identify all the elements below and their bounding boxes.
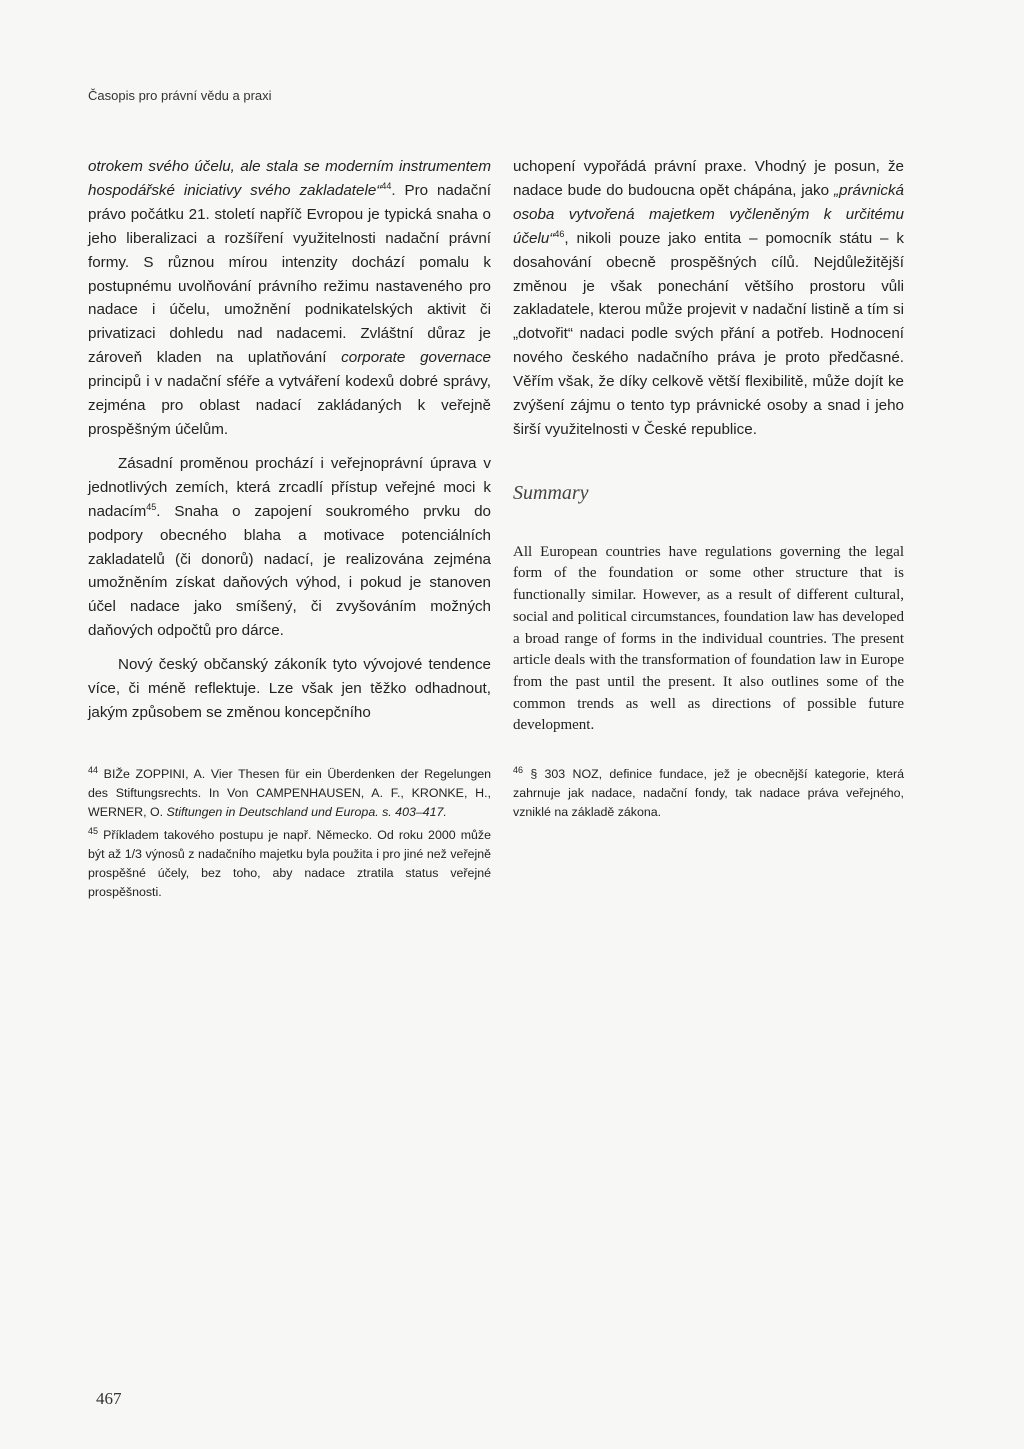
left-column: [88, 155, 491, 902]
summary-text: All European countries have regulations governing the legal form of the foundation or some other structure that is functionally similar. However, as a result of different cultural, social and political circumstances, foundation law has developed a broad range of forms in the individual countries. The present article deals with the transformation of foundation law in Europe from the past until the present. It also outlines some of the common trends as well as directions of possible future development.: [513, 543, 904, 734]
right-column: [513, 155, 904, 822]
summary: [513, 542, 904, 737]
footnote-45: [88, 826, 491, 902]
paragraph: [88, 155, 491, 442]
paragraph: [88, 452, 491, 643]
footnote-italic: Stiftungen in Deutschland und Europa. s. 403–417.: [166, 804, 447, 819]
footnote-text: § 303 NOZ, definice fundace, jež je obecnější kategorie, která zahrnuje jak nadace, nadační fondy, tak nadace práva veřejného, vzniklé na základě zákona.: [513, 767, 904, 820]
footnote-ref[interactable]: 46: [554, 228, 565, 239]
footnotes: [88, 765, 491, 902]
footnote-ref[interactable]: 45: [146, 501, 157, 512]
quote-italic: otrokem svého účelu, ale stala se moderním instrumentem hospodářské iniciativy svého zakladatele“: [88, 158, 491, 199]
term-italic: corporate governace: [341, 349, 491, 367]
summary-heading: Summary: [513, 481, 589, 504]
footnote-number: 44: [88, 764, 99, 775]
paragraph-text: uchopení vypořádá právní praxe. Vhodný je posun, že nadace bude do budoucna opět chápána, jako: [513, 158, 904, 199]
footnote-text: BIŽe ZOPPINI, A. Vier Thesen für ein Überdenken der Regelungen des Stiftungsrechts. In Von CAMPENHAUSEN, A. F., KRONKE, H., WERNER, O.: [88, 766, 491, 819]
paragraph-text: principů i v nadační sféře a vytváření kodexů dobré správy, zejména pro oblast nadací zakládaných k veřejně prospěšným účelům.: [88, 373, 491, 438]
paragraph-text: . Snaha o zapojení soukromého prvku do podpory obecného blaha a motivace potenciálních zakladatelů (či donorů) nadací, je realizována zejména umožněním získat daňových výhod, i pokud je stanoven účel nadace jako smíšený, či zvyšováním možných daňových odpočtů pro dárce.: [88, 502, 491, 640]
footnote-44: [88, 765, 491, 822]
page-number: 467: [96, 1389, 122, 1408]
paragraph: [513, 155, 904, 442]
paragraph-text: , nikoli pouze jako entita – pomocník státu – k dosahování obecně prospěšných cílů. Nejdůležitější změnou je však ponechání většího prostoru vůli zakladatele, kterou může projevit v nadační listině a tím si „dotvořit“ nadaci podle svých přání a potřeb. Hodnocení nového českého nadačního práva je proto předčasné. Věřím však, že díky celkově větší flexibilitě, může dojít ke zvýšení zájmu o tento typ právnické osoby a snad i jeho širší využitelnosti v České republice.: [513, 229, 904, 438]
paragraph: Nový český občanský zákoník tyto vývojové tendence více, či méně reflektuje. Lze však jen těžko odhadnout, jakým způsobem se změnou koncepčního: [88, 656, 491, 721]
footnote-46: [513, 765, 904, 822]
footnote-ref[interactable]: 44: [381, 180, 392, 191]
paragraph-text: . Pro nadační právo počátku 21. století napříč Evropou je typická snaha o jeho liberalizaci a rozšíření využitelnosti nadační právní formy. S různou mírou intenzity dochází pomalu k postupnému uvolňování právního režimu nastaveného pro nadace i účelu, umožnění podnikatelských aktivit či privatizaci dohledu nad nadacemi. Zvláštní důraz je zároveň kladen na uplatňování: [88, 181, 491, 367]
footnote-number: 46: [513, 764, 524, 775]
paragraph-text: Zásadní proměnou prochází i veřejnoprávní úprava v jednotlivých zemích, která zrcadlí přístup veřejné moci k nadacím: [88, 454, 491, 520]
footnote-number: 45: [88, 825, 99, 836]
quote-italic: „právnická osoba vytvořená majetkem vyčleněným k určitému účelu“: [513, 181, 904, 247]
footnote-text: Příkladem takového postupu je např. Německo. Od roku 2000 může být až 1/3 výnosů z nadačního majetku byla použita i pro jiné než veřejně prospěšné účely, bez toho, aby nadace ztratila status veřejné prospěšnosti.: [88, 827, 491, 899]
running-head: Časopis pro právní vědu a praxi: [88, 88, 272, 103]
